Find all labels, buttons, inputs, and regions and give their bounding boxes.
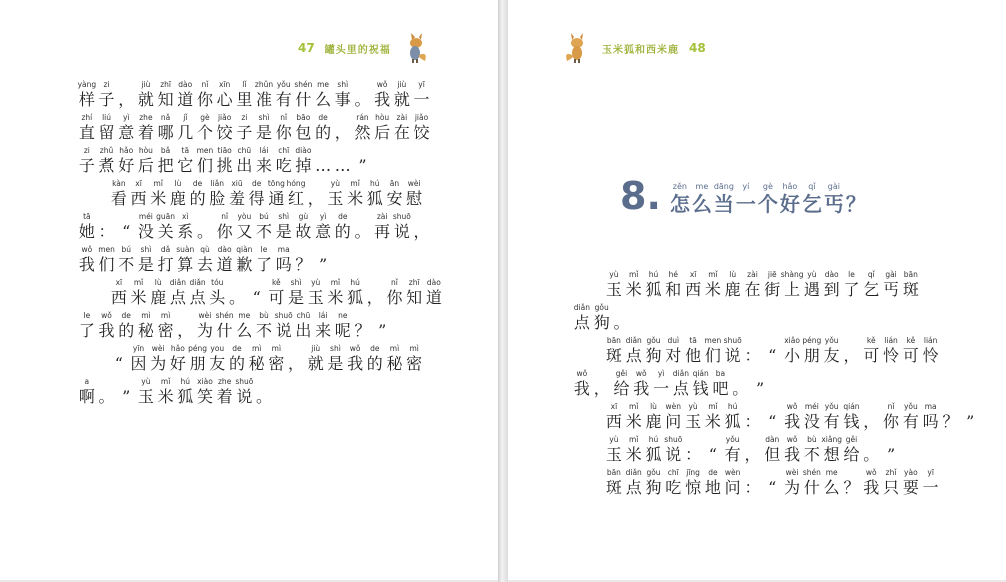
ruby-char: shén 什 (802, 468, 821, 497)
text-line (77, 373, 444, 406)
ruby-char: bān 斑 (605, 336, 622, 365)
text-line (77, 142, 444, 175)
ruby-char: jiē 街 (764, 270, 781, 299)
ruby-char: le 了 (78, 311, 95, 340)
ruby-char: mǐ 米 (157, 377, 174, 406)
ruby-char: ba 吧 (712, 369, 729, 398)
ruby-char: ” (122, 387, 131, 406)
ruby-char: lián 怜 (883, 336, 900, 365)
ruby-char: qián 钱 (692, 369, 709, 398)
ruby-char: gè 个 (757, 182, 778, 216)
ruby-char: shén 什 (294, 80, 313, 109)
ruby-char: nǐ 你 (275, 113, 292, 142)
ruby-char: “ (768, 346, 777, 365)
ruby-char: péng 朋 (188, 344, 208, 373)
ruby-char: jiǎo 饺 (413, 113, 430, 142)
ruby-char: 。 (354, 222, 371, 241)
ruby-char: hòu 后 (374, 113, 391, 142)
ruby-char: nǎ 哪 (157, 113, 174, 142)
ruby-char: wèi 慰 (406, 179, 423, 208)
ruby-char: kàn 看 (110, 179, 127, 208)
ruby-char: ma 吗 (275, 245, 292, 274)
ruby-char: diào 掉 (295, 146, 312, 175)
ruby-char: qǐ 乞 (801, 182, 822, 216)
ruby-char: jiù 就 (393, 80, 410, 109)
ruby-char: yù 玉 (327, 179, 344, 208)
ruby-char: zhǐ 只 (883, 468, 900, 497)
ruby-char: mǐ 米 (130, 278, 147, 307)
ruby-char: ， (288, 354, 305, 373)
ruby-char: hé 和 (665, 270, 682, 299)
ruby-char: yī 一 (413, 80, 430, 109)
ruby-char: zi 子 (236, 113, 253, 142)
ruby-char: suàn 算 (176, 245, 195, 274)
ruby-char: jiù 就 (137, 80, 154, 109)
right-body-text (572, 266, 980, 497)
fox-icon (564, 33, 592, 63)
chapter-heading (620, 176, 867, 216)
ruby-char: ” (886, 445, 896, 464)
ruby-char: yòu 又 (236, 212, 253, 241)
ruby-char: xiào 笑 (196, 377, 213, 406)
ruby-char: wǒ 我 (784, 435, 801, 464)
ruby-char: xī 西 (110, 278, 127, 307)
ruby-char: yǒu 友 (823, 336, 840, 365)
ruby-char: 。 (863, 445, 880, 464)
text-line (572, 332, 980, 365)
ruby-char: yàng 样 (77, 80, 97, 109)
ruby-char: méi 没 (803, 402, 820, 431)
ruby-char: ？ (843, 478, 860, 497)
text-line (77, 241, 444, 274)
ruby-char: zhǔ 煮 (98, 146, 115, 175)
ruby-char: qù 去 (196, 245, 213, 274)
ruby-char: ān 安 (386, 179, 403, 208)
ruby-char: ” (378, 321, 387, 340)
ruby-char: ne 呢 (334, 311, 351, 340)
ruby-char: nǐ 你 (196, 80, 213, 109)
ruby-char: hóng 红 (286, 179, 306, 208)
ruby-char: ， (744, 445, 761, 464)
ruby-char: hú 狐 (347, 278, 364, 307)
ruby-char: lái 来 (315, 311, 332, 340)
ruby-char: mǐ 米 (704, 270, 721, 299)
ruby-char: wèi 为 (150, 344, 167, 373)
ruby-char: 。 (732, 379, 749, 398)
ruby-char: tā 她 (78, 212, 95, 241)
ruby-char: you 友 (209, 344, 226, 373)
ruby-char: lù 鹿 (724, 270, 741, 299)
ruby-char: gè 个 (196, 113, 213, 142)
ruby-char: méi 没 (137, 212, 154, 241)
ruby-char: 。 (613, 313, 630, 332)
ruby-char: xī 西 (605, 402, 622, 431)
ruby-char: ？ (295, 255, 312, 274)
ruby-char: xiū 羞 (228, 179, 245, 208)
ruby-char: “ (768, 412, 777, 431)
ruby-char: rán 然 (354, 113, 371, 142)
ruby-char: yù 玉 (307, 278, 324, 307)
ruby-char: mì 密 (268, 344, 285, 373)
ruby-char: shì 是 (275, 212, 292, 241)
ruby-char: hòu 后 (137, 146, 154, 175)
ruby-char: dào 道 (425, 278, 442, 307)
ruby-char: guān 关 (156, 212, 176, 241)
ruby-char: bù 不 (803, 435, 820, 464)
page-number: 47 (298, 41, 315, 55)
ruby-char: wèi 为 (784, 468, 801, 497)
ruby-char: yào 要 (902, 468, 919, 497)
ruby-char: “ (114, 354, 123, 373)
ruby-char: tóu 头 (209, 278, 226, 307)
ruby-char: de 地 (704, 468, 721, 497)
ruby-char: zài 再 (374, 212, 391, 241)
text-line (77, 175, 444, 208)
ruby-char: lǐ 里 (236, 80, 253, 109)
ruby-char: dāng 当 (713, 182, 734, 216)
text-line (77, 307, 444, 340)
ruby-char: men 们 (98, 245, 115, 274)
ruby-char: yǒu 有 (724, 435, 741, 464)
ruby-char: shàng 上 (780, 270, 804, 299)
ruby-char: chī 吃 (275, 146, 292, 175)
chapter-title: 玉米狐和西米鹿 (602, 44, 679, 56)
chapter-number: 8. (620, 174, 661, 218)
ruby-char: zi 子 (98, 80, 115, 109)
ruby-char: ： (685, 445, 702, 464)
ruby-char: zài 在 (393, 113, 410, 142)
ruby-char: wǒ 我 (573, 369, 590, 398)
ruby-char: mǐ 米 (625, 435, 642, 464)
ruby-char: hú 狐 (645, 270, 662, 299)
ruby-char: shuō 说 (723, 336, 742, 365)
ruby-char: bú 不 (256, 212, 273, 241)
ruby-char: bān 斑 (902, 270, 919, 299)
ruby-char: chī 吃 (665, 468, 682, 497)
right-page-header (564, 36, 706, 60)
ruby-char: shuō 说 (274, 311, 293, 340)
ruby-char: ma 吗 (922, 402, 939, 431)
page-number: 48 (689, 41, 706, 55)
ruby-char: wèn 问 (724, 468, 741, 497)
ruby-char: gù 故 (295, 212, 312, 241)
ruby-char: de 得 (248, 179, 265, 208)
text-line (572, 299, 980, 332)
ruby-char: ， (334, 123, 351, 142)
left-body-text (77, 76, 444, 406)
ruby-char: “ (252, 288, 261, 307)
ruby-char: xī 西 (685, 270, 702, 299)
text-line (77, 340, 444, 373)
ruby-char: lián 怜 (922, 336, 939, 365)
ruby-char: bāo 包 (295, 113, 312, 142)
ruby-char: yù 玉 (685, 402, 702, 431)
ruby-char: men 们 (704, 336, 722, 365)
ruby-char: ： (744, 346, 761, 365)
ruby-char: de 的 (315, 113, 332, 142)
text-line (77, 109, 444, 142)
text-line (572, 266, 980, 299)
ruby-char: tōng 通 (267, 179, 285, 208)
ruby-char: shì 是 (327, 344, 344, 373)
ruby-char: diǎn 点 (189, 278, 206, 307)
ruby-char: yù 玉 (605, 270, 622, 299)
left-page-header (298, 36, 429, 60)
ruby-char: wǒ 我 (78, 245, 95, 274)
ruby-char: tā 他 (685, 336, 702, 365)
ruby-char: diǎn 点 (625, 468, 642, 497)
ruby-char: duì 对 (665, 336, 682, 365)
ruby-char: diǎn 点 (573, 303, 590, 332)
ruby-char: qǐ 乞 (863, 270, 880, 299)
text-line (77, 76, 444, 109)
ruby-char: hǎo 好 (779, 182, 800, 216)
ruby-char: xiǎo 小 (784, 336, 801, 365)
ruby-char: ” (358, 156, 367, 175)
ruby-char: liǎn 脸 (209, 179, 226, 208)
chapter-heading-title (669, 182, 867, 216)
ruby-char: wǒ 我 (98, 311, 115, 340)
ruby-char: ， (177, 321, 194, 340)
ruby-char: dào 道 (216, 245, 233, 274)
ruby-char: hǎo 好 (169, 344, 186, 373)
ruby-char: nǐ 你 (216, 212, 233, 241)
ruby-char: me 么 (315, 80, 332, 109)
text-line (572, 431, 980, 464)
ruby-char: 。 (354, 90, 371, 109)
ruby-char: lù 鹿 (645, 402, 662, 431)
ruby-char: kě 可 (268, 278, 285, 307)
text-line (77, 274, 444, 307)
ruby-char: hú 狐 (645, 435, 662, 464)
ruby-char: mì 秘 (248, 344, 265, 373)
ruby-char: wǒ 我 (374, 80, 391, 109)
ruby-char: mǐ 米 (150, 179, 167, 208)
ruby-char: bù 不 (256, 311, 273, 340)
ruby-char: 。 (228, 288, 245, 307)
ruby-char: gǒu 狗 (645, 468, 662, 497)
ruby-char: diǎn 点 (625, 336, 642, 365)
ruby-char: chū 出 (295, 311, 312, 340)
book-gutter (498, 0, 508, 582)
ruby-char: shì 是 (256, 113, 273, 142)
chapter-title: 罐头里的祝福 (324, 44, 391, 56)
ruby-char: de 的 (228, 344, 245, 373)
ruby-char: yǒu 有 (823, 402, 840, 431)
ruby-char: jǐ 几 (177, 113, 194, 142)
ruby-char: lái 来 (256, 146, 273, 175)
ruby-char: qián 钱 (843, 402, 860, 431)
ruby-char: de 的 (189, 179, 206, 208)
ruby-char: yì 一 (653, 369, 670, 398)
ruby-char: ， (863, 412, 880, 431)
ruby-char: mì 秘 (386, 344, 403, 373)
ruby-char: me 么 (823, 468, 840, 497)
ruby-char: ？ (845, 192, 866, 216)
text-line (572, 365, 980, 398)
ruby-char: ， (593, 379, 610, 398)
ruby-char: bǎ 把 (157, 146, 174, 175)
ruby-char: hú 狐 (366, 179, 383, 208)
ruby-char: zhī 知 (406, 278, 423, 307)
ruby-char: mǐ 米 (625, 402, 642, 431)
ruby-char: mì 密 (406, 344, 423, 373)
ruby-char: jiǎo 饺 (216, 113, 233, 142)
ruby-char: shén 什 (215, 311, 234, 340)
ruby-char: kě 可 (863, 336, 880, 365)
ruby-char: gěi 给 (613, 369, 630, 398)
ruby-char: gǒu 狗 (645, 336, 662, 365)
ruby-char: xiǎng 想 (821, 435, 842, 464)
ruby-char: gài 丐 (823, 182, 844, 216)
ruby-char: liú 留 (98, 113, 115, 142)
ruby-char: mǐ 米 (327, 278, 344, 307)
ruby-char: wǒ 我 (633, 369, 650, 398)
ruby-char: mì 秘 (137, 311, 154, 340)
ruby-char: wǒ 我 (863, 468, 880, 497)
ruby-char: ” (966, 412, 975, 431)
ruby-char: yì 意 (118, 113, 135, 142)
ruby-char: tiāo 挑 (216, 146, 233, 175)
ruby-char: dào 到 (823, 270, 840, 299)
ruby-char: mǐ 米 (625, 270, 642, 299)
ruby-char: … (315, 156, 332, 175)
ruby-char: zhī 知 (157, 80, 174, 109)
ruby-char: yǒu 有 (902, 402, 919, 431)
ruby-char: … (334, 156, 351, 175)
ruby-char: ？ (942, 412, 959, 431)
ruby-char: xīn 心 (216, 80, 233, 109)
ruby-char: yù 玉 (605, 435, 622, 464)
ruby-char: 。 (196, 222, 213, 241)
ruby-char: zài 在 (744, 270, 761, 299)
ruby-char: men 们 (196, 146, 214, 175)
ruby-char: diǎn 点 (672, 369, 689, 398)
ruby-char: ： (98, 222, 115, 241)
text-line (77, 208, 444, 241)
ruby-char: zhe 着 (137, 113, 154, 142)
ruby-char: yù 玉 (137, 377, 154, 406)
ruby-char: le 了 (843, 270, 860, 299)
ruby-char: ？ (354, 321, 371, 340)
ruby-char: ” (755, 379, 765, 398)
ruby-char: xì 系 (177, 212, 194, 241)
ruby-char: nǐ 你 (386, 278, 403, 307)
ruby-char: shì 是 (288, 278, 305, 307)
ruby-char: zhí 直 (78, 113, 95, 142)
ruby-char: de 的 (334, 212, 351, 241)
ruby-char: yīn 因 (130, 344, 147, 373)
ruby-char: “ (768, 478, 777, 497)
left-page (0, 0, 498, 580)
ruby-char: “ (122, 222, 131, 241)
ruby-char: chū 出 (236, 146, 253, 175)
ruby-char: gǒu 狗 (593, 303, 610, 332)
ruby-char: péng 朋 (802, 336, 822, 365)
ruby-char: zi 子 (78, 146, 95, 175)
ruby-char: yī 一 (922, 468, 939, 497)
text-line (572, 464, 980, 497)
ruby-char: dào 道 (177, 80, 194, 109)
fox-icon (401, 33, 429, 63)
ruby-char: mǐ 米 (347, 179, 364, 208)
ruby-char: shì 是 (137, 245, 154, 274)
ruby-char: zhǔn 准 (254, 80, 274, 109)
ruby-char: bú 不 (118, 245, 135, 274)
ruby-char: wǒ 我 (347, 344, 364, 373)
ruby-char: yì 意 (315, 212, 332, 241)
ruby-char: “ (708, 445, 717, 464)
ruby-char: tā 它 (177, 146, 194, 175)
ruby-char: de 的 (366, 344, 383, 373)
ruby-char: ， (118, 90, 135, 109)
ruby-char: gěi 给 (843, 435, 860, 464)
ruby-char: yǒu 有 (275, 80, 292, 109)
ruby-char: xī 西 (130, 179, 147, 208)
ruby-char: gài 丐 (883, 270, 900, 299)
ruby-char: 。 (98, 387, 115, 406)
ruby-char: ， (843, 346, 860, 365)
ruby-char: ， (366, 288, 383, 307)
ruby-char: mǐ 米 (704, 402, 721, 431)
ruby-char: lù 鹿 (150, 278, 167, 307)
ruby-char: shì 事 (334, 80, 351, 109)
ruby-char: me 么 (236, 311, 253, 340)
ruby-char: mì 密 (157, 311, 174, 340)
ruby-char: zhe 着 (216, 377, 233, 406)
ruby-char: 。 (256, 387, 273, 406)
ruby-char: de 的 (118, 311, 135, 340)
ruby-char: shuō 说 (664, 435, 683, 464)
ruby-char: jīng 惊 (685, 468, 702, 497)
ruby-char: wèn 问 (665, 402, 682, 431)
ruby-char: wǒ 我 (784, 402, 801, 431)
ruby-char: qiàn 歉 (236, 245, 253, 274)
ruby-char: wèi 为 (196, 311, 213, 340)
ruby-char: dǎ 打 (157, 245, 174, 274)
ruby-char: shuō 说 (392, 212, 411, 241)
text-line (572, 398, 980, 431)
ruby-char: le 了 (256, 245, 273, 274)
ruby-char: ， (413, 222, 430, 241)
ruby-char: ” (319, 255, 328, 274)
ruby-char: ： (744, 412, 761, 431)
ruby-char: nǐ 你 (883, 402, 900, 431)
ruby-char: jiù 就 (307, 344, 324, 373)
ruby-char: diǎn 点 (169, 278, 186, 307)
ruby-char: yí 一 (735, 182, 756, 216)
ruby-char: bān 斑 (605, 468, 622, 497)
ruby-char: ， (307, 189, 324, 208)
ruby-char: me 么 (691, 182, 712, 216)
ruby-char: lù 鹿 (169, 179, 186, 208)
ruby-char: hǎo 好 (118, 146, 135, 175)
ruby-char: a 啊 (78, 377, 95, 406)
ruby-char: ： (744, 478, 761, 497)
ruby-char: zěn 怎 (669, 182, 690, 216)
ruby-char: yù 遇 (803, 270, 820, 299)
ruby-char: hú 狐 (724, 402, 741, 431)
ruby-char: hú 狐 (177, 377, 194, 406)
ruby-char: kě 可 (902, 336, 919, 365)
ruby-char: shuō 说 (235, 377, 254, 406)
ruby-char: dàn 但 (764, 435, 781, 464)
